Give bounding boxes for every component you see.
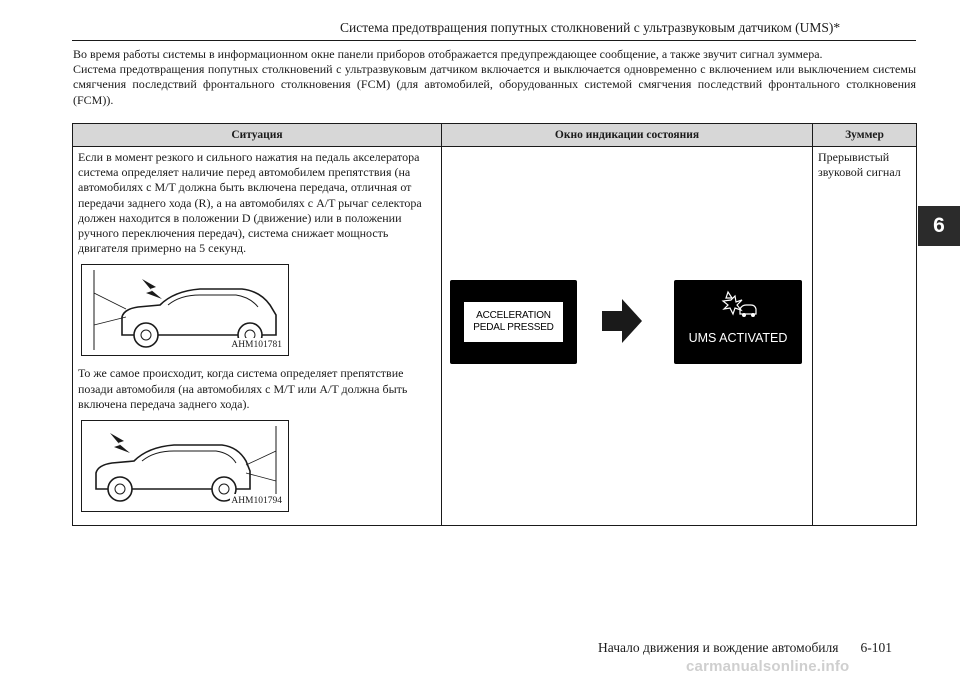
- situation-forward-text: Если в момент резкого и сильного нажатия на педаль акселератора система определяет наличие перед автомобилем препятствия (на автомобилях с M/T должна быть включена передача, отличная от передачи заднего хода (R), а на автомобилях с A/T рычаг селектора должен находится в положении D (движение) или в положении ручного переключения передач), система снижает мощность двигателя примерно на 5 секунд.: [78, 150, 422, 256]
- figure-code: AHM101794: [230, 494, 283, 509]
- ums-car-impact-icon: [718, 288, 758, 322]
- arrow-right-icon: [602, 299, 642, 343]
- figure-code: AHM101781: [230, 338, 283, 353]
- display-right-text: UMS ACTIVATED: [688, 331, 788, 345]
- situation-table: [72, 123, 917, 526]
- status-window-cell: [442, 147, 813, 526]
- header-situation: Ситуация: [73, 124, 442, 147]
- chapter-tab[interactable]: 6: [918, 206, 960, 246]
- page-footer: [598, 640, 918, 656]
- intro-paragraph-1: Во время работы системы в информационном окне панели приборов отображается предупреждающее сообщение, а также звучит сигнал зуммера.: [73, 47, 823, 61]
- buzzer-description: Прерывистый звуковой сигнал: [818, 150, 901, 180]
- situation-reverse-text: То же самое происходит, когда система определяет препятствие позади автомобиля (на автомобилях с M/T или A/T должна быть включена передача заднего хода).: [78, 366, 408, 411]
- footer-section-title: Начало движения и вождение автомобиля: [598, 640, 839, 655]
- watermark-text: carmanualsonline.info: [686, 658, 850, 675]
- header-divider: [72, 40, 916, 41]
- intro-paragraph-2: Система предотвращения попутных столкновений с ультразвуковым датчиком включается и выключается одновременно с включением или выключением системы смягчения последствий фронтального столкновения (FCM) (для автомобилей, оборудованных системой смягчения последствий фронтального столкновения (FCM)).: [73, 62, 916, 107]
- page-number: 6-101: [860, 640, 892, 655]
- header-status-window: Окно индикации состояния: [442, 124, 813, 147]
- page-header-title: Система предотвращения попутных столкновений с ультразвуковым датчиком (UMS)*: [340, 20, 841, 35]
- display-ums-activated: [674, 280, 802, 364]
- intro-text: [73, 47, 916, 108]
- display-left-line-2: PEDAL PRESSED: [473, 322, 554, 333]
- figure-forward-obstacle: [81, 264, 289, 356]
- table-header-row: [73, 124, 917, 147]
- buzzer-cell: [813, 147, 917, 526]
- table-row: [73, 147, 917, 526]
- impact-spark-icon: [142, 279, 162, 299]
- display-left-line-1: ACCELERATION: [476, 310, 551, 321]
- display-acceleration-warning: [450, 280, 577, 364]
- header-buzzer: Зуммер: [813, 124, 917, 147]
- situation-cell: [73, 147, 442, 526]
- acceleration-warning-box: [464, 302, 563, 342]
- impact-spark-icon: [110, 433, 130, 453]
- figure-reverse-obstacle: [81, 420, 289, 512]
